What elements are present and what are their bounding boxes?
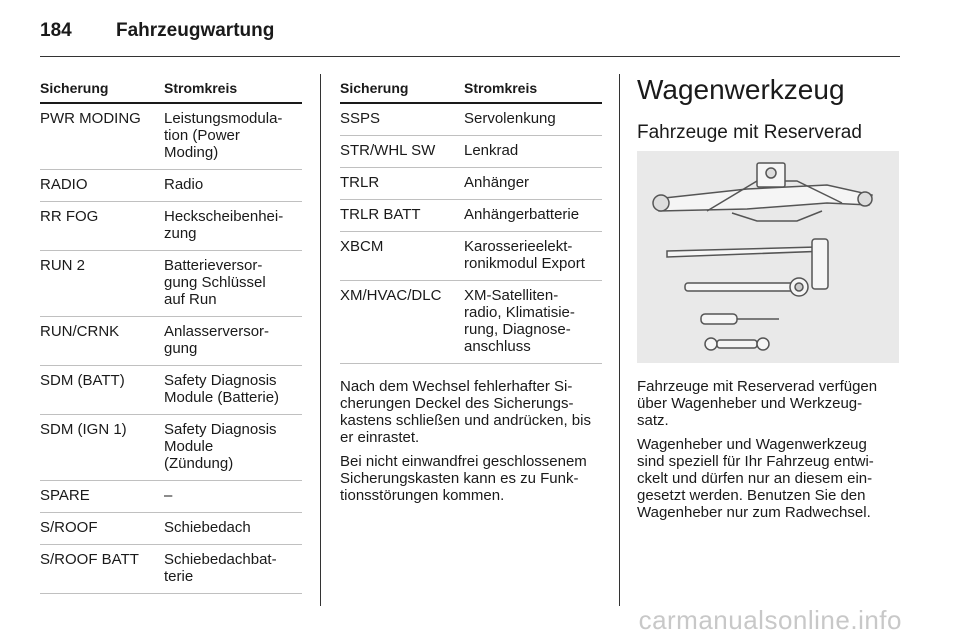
- circuit-cell: XM-Satelliten- radio, Klimatisie- rung, Diagnose- anschluss: [464, 281, 602, 364]
- circuit-cell: Anhänger: [464, 168, 602, 200]
- middle-column: [340, 74, 602, 511]
- left-column: [40, 74, 302, 594]
- page-header: [40, 20, 274, 42]
- fuse-table-middle-body: [340, 103, 602, 364]
- fuse-table-left: [40, 74, 302, 594]
- column-header-sicherung: Sicherung: [340, 74, 464, 103]
- jack-icon: [653, 163, 872, 221]
- circuit-cell: Schiebedachbat- terie: [164, 545, 302, 594]
- table-row: [40, 481, 302, 513]
- section-heading: Wagenwerkzeug: [637, 74, 845, 105]
- fuse-name-cell: SSPS: [340, 103, 464, 136]
- table-row: [340, 168, 602, 200]
- table-row: [40, 317, 302, 366]
- circuit-cell: Karosserieelekt- ronikmodul Export: [464, 232, 602, 281]
- fuse-name-cell: RADIO: [40, 170, 164, 202]
- circuit-cell: Safety Diagnosis Module (Batterie): [164, 366, 302, 415]
- table-row: [340, 136, 602, 168]
- circuit-cell: Servolenkung: [464, 103, 602, 136]
- section-subheading: Fahrzeuge mit Reserverad: [637, 122, 862, 143]
- fuse-table-left-body: [40, 103, 302, 594]
- circuit-cell: Anlasserversor- gung: [164, 317, 302, 366]
- table-row: [40, 103, 302, 170]
- jack-and-tools-image: [637, 151, 899, 363]
- paragraph-spare-wheel: Fahrzeuge mit Reserverad verfügen über Wagenheber und Werkzeug- satz.: [637, 378, 878, 429]
- circuit-cell: Safety Diagnosis Module (Zündung): [164, 415, 302, 481]
- table-row: [40, 513, 302, 545]
- right-column: [637, 74, 902, 528]
- paragraph-fuse-warning: Bei nicht einwandfrei geschlossenem Sicherungskasten kann es zu Funk- tionsstörungen kommen.: [340, 453, 587, 504]
- header-divider: [40, 56, 900, 57]
- paragraph-jack-usage: Wagenheber und Wagenwerkzeug sind speziell für Ihr Fahrzeug entwi- ckelt und dürfen nur an diesem ein- gesetzt werden. Benutzen Sie den Wagenheber nur zum Radwechsel.: [637, 436, 874, 521]
- towing-eye-icon: [705, 338, 769, 350]
- watermark: carmanualsonline.info: [638, 605, 902, 635]
- extension-bar-icon: [685, 278, 808, 296]
- column-divider-right: [619, 74, 620, 606]
- circuit-cell: –: [164, 481, 302, 513]
- circuit-cell: Radio: [164, 170, 302, 202]
- fuse-table-middle: [340, 74, 602, 364]
- column-divider-left: [320, 74, 321, 606]
- table-row: [40, 202, 302, 251]
- page-number: 184: [40, 20, 72, 41]
- fuse-name-cell: STR/WHL SW: [340, 136, 464, 168]
- table-row: [40, 366, 302, 415]
- table-row: [340, 103, 602, 136]
- fuse-name-cell: SPARE: [40, 481, 164, 513]
- fuse-name-cell: TRLR: [340, 168, 464, 200]
- fuse-name-cell: S/ROOF: [40, 513, 164, 545]
- column-header-sicherung: Sicherung: [40, 74, 164, 103]
- fuse-name-cell: SDM (BATT): [40, 366, 164, 415]
- page-title: Fahrzeugwartung: [116, 20, 275, 41]
- table-row: [340, 200, 602, 232]
- circuit-cell: Heckscheibenhei- zung: [164, 202, 302, 251]
- fuse-name-cell: PWR MODING: [40, 103, 164, 170]
- circuit-cell: Anhängerbatterie: [464, 200, 602, 232]
- circuit-cell: Batterieversor- gung Schlüssel auf Run: [164, 251, 302, 317]
- fuse-name-cell: S/ROOF BATT: [40, 545, 164, 594]
- table-row: [340, 281, 602, 364]
- fuse-name-cell: RR FOG: [40, 202, 164, 251]
- column-header-stromkreis: Stromkreis: [164, 74, 302, 103]
- table-row: [40, 251, 302, 317]
- table-row: [340, 232, 602, 281]
- fuse-name-cell: XBCM: [340, 232, 464, 281]
- table-row: [40, 170, 302, 202]
- screwdriver-icon: [701, 314, 779, 324]
- fuse-name-cell: SDM (IGN 1): [40, 415, 164, 481]
- vehicle-tools-illustration: [637, 151, 899, 363]
- paragraph-fuse-replace: Nach dem Wechsel fehlerhafter Si- cherungen Deckel des Sicherungs- kastens schließen und andrücken, bis er einrastet.: [340, 378, 591, 446]
- fuse-name-cell: RUN 2: [40, 251, 164, 317]
- fuse-name-cell: XM/HVAC/DLC: [340, 281, 464, 364]
- column-header-stromkreis: Stromkreis: [464, 74, 602, 103]
- table-row: [40, 545, 302, 594]
- circuit-cell: Schiebedach: [164, 513, 302, 545]
- table-row: [40, 415, 302, 481]
- circuit-cell: Leistungsmodula- tion (Power Moding): [164, 103, 302, 170]
- circuit-cell: Lenkrad: [464, 136, 602, 168]
- fuse-name-cell: TRLR BATT: [340, 200, 464, 232]
- fuse-name-cell: RUN/CRNK: [40, 317, 164, 366]
